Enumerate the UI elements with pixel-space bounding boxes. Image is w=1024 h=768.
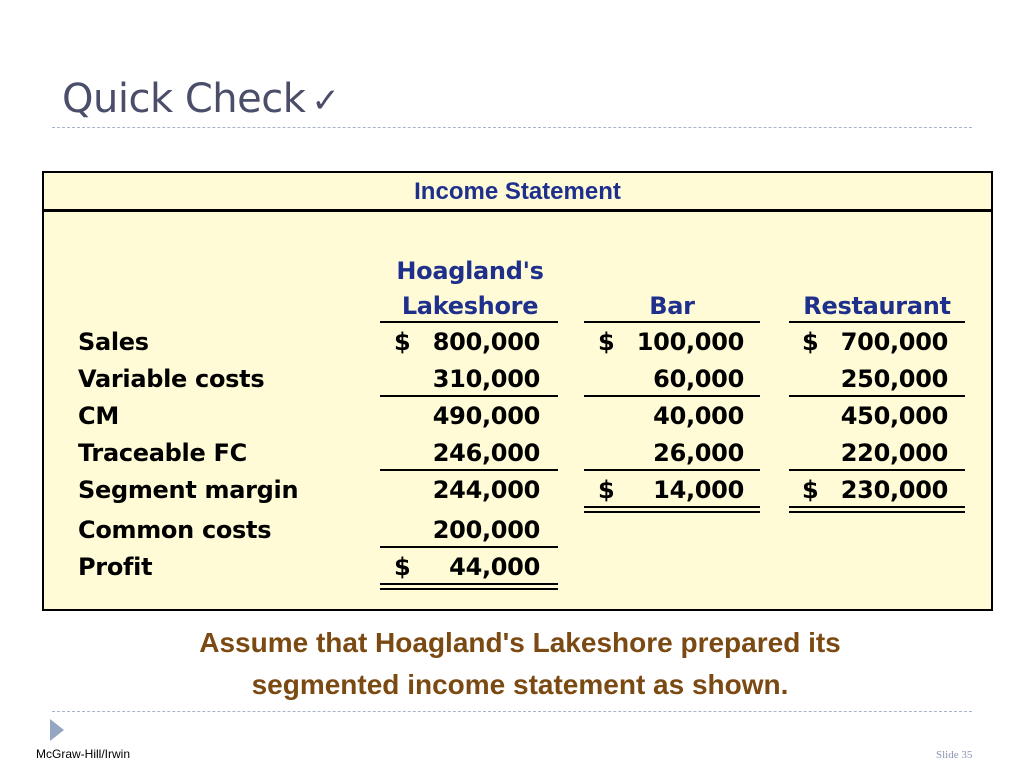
col-header-bar: Bar [649, 292, 695, 320]
subtotal-line [789, 469, 965, 471]
row-label-common-costs: Common costs [78, 516, 272, 544]
header-underline-bar [584, 321, 760, 323]
currency-sign: $ [802, 328, 819, 356]
value-sales-restaurant: 700,000 [840, 328, 948, 356]
row-label-variable-costs: Variable costs [78, 365, 265, 393]
row-label-cm: CM [78, 402, 119, 430]
value-segment-margin-restaurant: 230,000 [840, 476, 948, 504]
col-header-lakeshore-line2: Lakeshore [401, 292, 539, 320]
slide-title-text: Quick Check [62, 76, 306, 122]
value-traceable-fc-bar: 26,000 [653, 439, 744, 467]
value-variable-costs-lakeshore: 310,000 [432, 365, 540, 393]
col-header-lakeshore-line1: Hoagland's [396, 257, 544, 285]
row-label-sales: Sales [78, 328, 149, 356]
slide-title [62, 76, 339, 122]
table-heading: Income Statement [44, 173, 991, 212]
value-common-costs-lakeshore: 200,000 [432, 516, 540, 544]
footer-divider [52, 711, 972, 712]
assumption-note [62, 622, 978, 706]
row-label-traceable-fc: Traceable FC [78, 439, 247, 467]
currency-sign: $ [802, 476, 819, 504]
value-traceable-fc-restaurant: 220,000 [840, 439, 948, 467]
value-segment-margin-bar: 14,000 [653, 476, 744, 504]
note-line-2: segmented income statement as shown. [251, 669, 789, 700]
total-double-line [380, 583, 558, 590]
subtotal-line [584, 469, 760, 471]
currency-sign: $ [394, 553, 411, 581]
col-header-restaurant: Restaurant [803, 292, 951, 320]
row-label-profit: Profit [78, 553, 153, 581]
value-traceable-fc-lakeshore: 246,000 [432, 439, 540, 467]
currency-sign: $ [394, 328, 411, 356]
note-line-1: Assume that Hoagland's Lakeshore prepared its [199, 627, 841, 658]
value-cm-restaurant: 450,000 [840, 402, 948, 430]
currency-sign: $ [598, 328, 615, 356]
title-divider [52, 127, 972, 128]
value-profit-lakeshore: 44,000 [449, 553, 540, 581]
value-segment-margin-lakeshore: 244,000 [432, 476, 540, 504]
header-underline-lakeshore [380, 321, 558, 323]
value-cm-bar: 40,000 [653, 402, 744, 430]
subtotal-line [380, 546, 558, 548]
header-underline-restaurant [789, 321, 965, 323]
value-variable-costs-restaurant: 250,000 [840, 365, 948, 393]
value-sales-bar: 100,000 [636, 328, 744, 356]
check-icon: ✓ [311, 81, 340, 121]
value-variable-costs-bar: 60,000 [653, 365, 744, 393]
total-double-line [584, 506, 760, 513]
subtotal-line [380, 469, 558, 471]
income-statement-table [42, 171, 993, 611]
value-cm-lakeshore: 490,000 [432, 402, 540, 430]
triangle-arrow-icon [50, 719, 64, 741]
subtotal-line [584, 395, 760, 397]
row-label-segment-margin: Segment margin [78, 476, 299, 504]
subtotal-line [380, 395, 558, 397]
slide-number: Slide 35 [936, 749, 973, 761]
total-double-line [789, 506, 965, 513]
publisher-label: McGraw-Hill/Irwin [36, 747, 130, 761]
subtotal-line [789, 395, 965, 397]
value-sales-lakeshore: 800,000 [432, 328, 540, 356]
currency-sign: $ [598, 476, 615, 504]
